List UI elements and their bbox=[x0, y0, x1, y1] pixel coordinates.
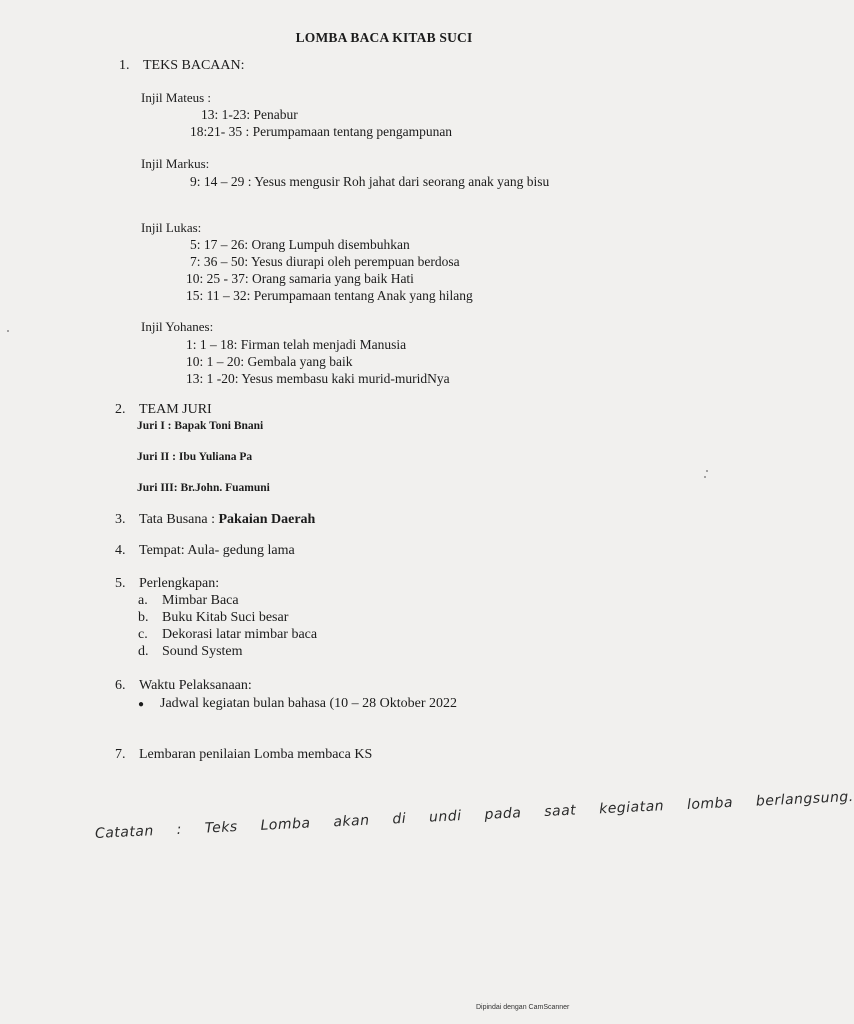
scan-speck bbox=[704, 476, 706, 478]
scanner-watermark: Dipindai dengan CamScanner bbox=[476, 1004, 570, 1011]
bullet-icon: ● bbox=[138, 699, 145, 710]
scan-speck bbox=[706, 470, 708, 472]
verse-item: 18:21- 35 : Perumpamaan tentang pengampunan bbox=[190, 124, 453, 139]
verse-item: 7: 36 – 50: Yesus diurapi oleh perempuan berdosa bbox=[190, 254, 460, 269]
group-yohanes-title: Injil Yohanes: bbox=[141, 319, 214, 334]
verse-item: 15: 11 – 32: Perumpamaan tentang Anak yang hilang bbox=[186, 288, 473, 303]
equipment-item: a. Mimbar Baca bbox=[138, 593, 239, 608]
juri-item: Juri I : Bapak Toni Bnani bbox=[137, 420, 264, 432]
equipment-item: d. Sound System bbox=[138, 644, 243, 659]
section-3-heading: 3. Tata Busana : Pakaian Daerah bbox=[115, 512, 316, 527]
scan-speck bbox=[7, 330, 9, 332]
schedule-bullet-item: ● Jadwal kegiatan bulan bahasa (10 – 28 Oktober 2022 bbox=[138, 696, 458, 711]
equipment-item: b. Buku Kitab Suci besar bbox=[138, 610, 289, 625]
section-5-heading: 5. Perlengkapan: bbox=[115, 576, 220, 591]
section-4-heading: 4. Tempat: Aula- gedung lama bbox=[115, 543, 295, 558]
equipment-item: c. Dekorasi latar mimbar baca bbox=[138, 627, 318, 642]
section-6-heading: 6. Waktu Pelaksanaan: bbox=[115, 678, 252, 693]
handwritten-note: Catatan : Teks Lomba akan di undi pada saat kegiatan lomba berlangsung. bbox=[94, 788, 854, 842]
verse-item: 13: 1-23: Penabur bbox=[201, 107, 298, 122]
section-7-heading: 7. Lembaran penilaian Lomba membaca KS bbox=[115, 747, 373, 762]
verse-item: 10: 25 - 37: Orang samaria yang baik Hati bbox=[186, 271, 414, 286]
busana-value: Pakaian Daerah bbox=[218, 512, 316, 527]
verse-item: 1: 1 – 18: Firman telah menjadi Manusia bbox=[186, 337, 407, 352]
section-1-heading: 1. TEKS BACAAN: bbox=[119, 58, 245, 73]
verse-item: 9: 14 – 29 : Yesus mengusir Roh jahat dari seorang anak yang bisu bbox=[190, 174, 550, 189]
document-title: LOMBA BACA KITAB SUCI bbox=[295, 30, 473, 45]
verse-item: 10: 1 – 20: Gembala yang baik bbox=[186, 354, 353, 369]
group-mateus-title: Injil Mateus : bbox=[141, 90, 212, 105]
group-markus-title: Injil Markus: bbox=[141, 156, 210, 171]
group-lukas-title: Injil Lukas: bbox=[141, 220, 202, 235]
juri-item: Juri III: Br.John. Fuamuni bbox=[137, 482, 270, 494]
juri-item: Juri II : Ibu Yuliana Pa bbox=[137, 451, 253, 463]
section-2-heading: 2. TEAM JURI bbox=[115, 402, 212, 417]
verse-item: 5: 17 – 26: Orang Lumpuh disembuhkan bbox=[190, 237, 410, 252]
verse-item: 13: 1 -20: Yesus membasu kaki murid-muridNya bbox=[186, 371, 450, 386]
